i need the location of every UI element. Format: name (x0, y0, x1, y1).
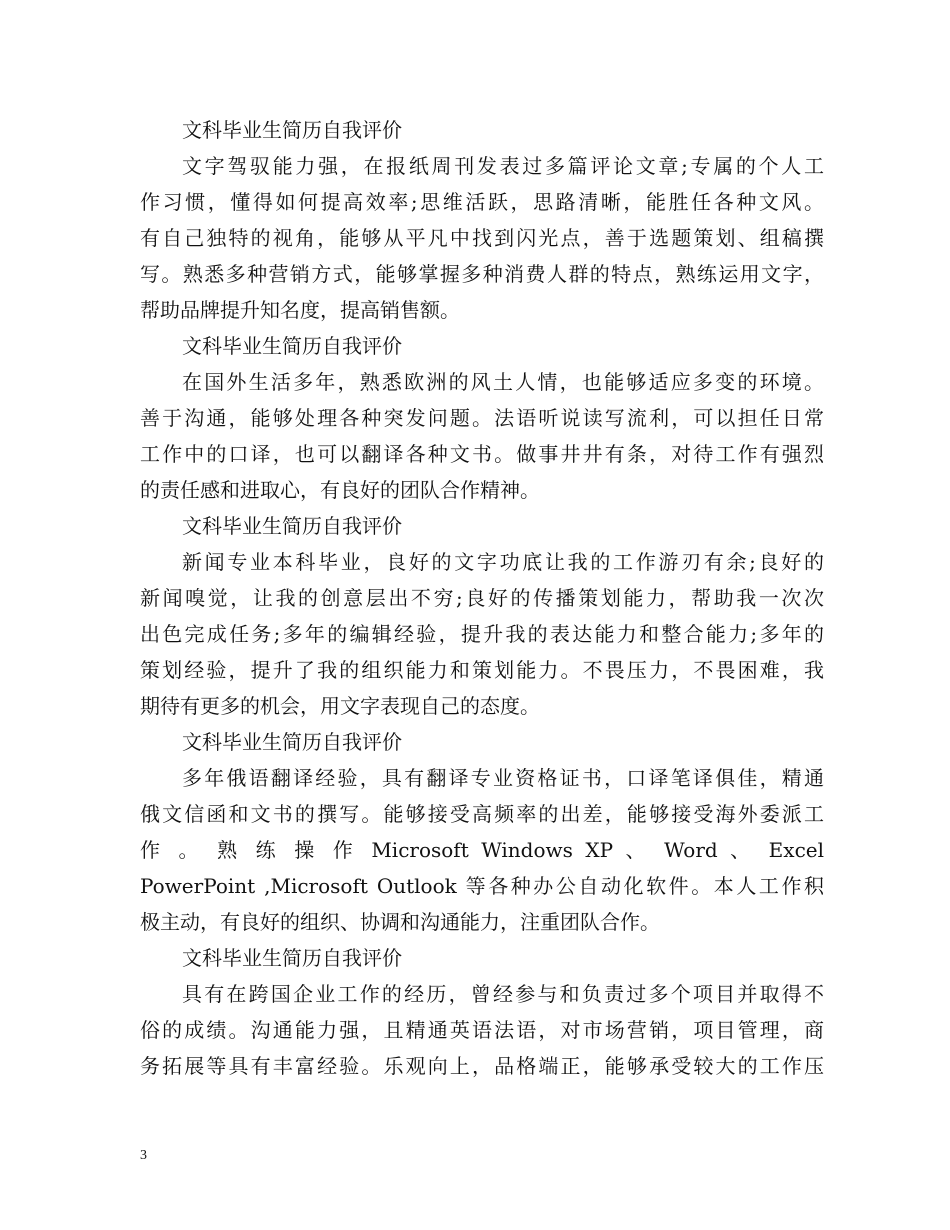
section-heading: 文科毕业生简历自我评价 (182, 514, 402, 538)
section-heading: 文科毕业生简历自我评价 (182, 118, 402, 142)
document-body (140, 112, 824, 1084)
paragraph-line: 多年俄语翻译经验，具有翻译专业资格证书，口译笔译俱佳，精通 (182, 766, 824, 790)
paragraph-line: 新闻嗅觉，让我的创意层出不穷;良好的传播策划能力，帮助我一次次 (140, 586, 824, 610)
paragraph-line: 善于沟通，能够处理各种突发问题。法语听说读写流利，可以担任日常 (140, 406, 824, 430)
paragraph-line: 作 。 熟 练 操 作 Microsoft Windows XP 、 Word 、 Excel (140, 838, 824, 862)
page-number: 3 (140, 1148, 147, 1163)
paragraph-line: 极主动，有良好的组织、协调和沟通能力，注重团队合作。 (140, 910, 660, 934)
paragraph-line: 具有在跨国企业工作的经历，曾经参与和负责过多个项目并取得不 (182, 982, 824, 1006)
paragraph-line: 在国外生活多年，熟悉欧洲的风土人情，也能够适应多变的环境。 (182, 370, 824, 394)
paragraph-line: 策划经验，提升了我的组织能力和策划能力。不畏压力，不畏困难，我 (140, 658, 824, 682)
paragraph-line: 文字驾驭能力强，在报纸周刊发表过多篇评论文章;专属的个人工 (182, 154, 824, 178)
paragraph-line: 俄文信函和文书的撰写。能够接受高频率的出差，能够接受海外委派工 (140, 802, 824, 826)
paragraph-line: 期待有更多的机会，用文字表现自己的态度。 (140, 694, 540, 718)
section-heading: 文科毕业生简历自我评价 (182, 946, 402, 970)
paragraph-line: 出色完成任务;多年的编辑经验，提升我的表达能力和整合能力;多年的 (140, 622, 824, 646)
section-heading: 文科毕业生简历自我评价 (182, 730, 402, 754)
paragraph-line: 作习惯，懂得如何提高效率;思维活跃，思路清晰，能胜任各种文风。 (140, 190, 824, 214)
section-3 (140, 508, 824, 724)
paragraph-line: 帮助品牌提升知名度，提高销售额。 (140, 298, 460, 322)
paragraph-line: 的责任感和进取心，有良好的团队合作精神。 (140, 478, 540, 502)
paragraph-line: 务拓展等具有丰富经验。乐观向上，品格端正，能够承受较大的工作压 (140, 1054, 824, 1078)
paragraph-line: 工作中的口译，也可以翻译各种文书。做事井井有条，对待工作有强烈 (140, 442, 824, 466)
paragraph-line: 有自己独特的视角，能够从平凡中找到闪光点，善于选题策划、组稿撰 (140, 226, 824, 250)
paragraph-line: PowerPoint ,Microsoft Outlook 等各种办公自动化软件。本人工作积 (140, 874, 824, 898)
section-heading: 文科毕业生简历自我评价 (182, 334, 402, 358)
paragraph-line: 写。熟悉多种营销方式，能够掌握多种消费人群的特点，熟练运用文字， (140, 262, 824, 286)
section-1 (140, 112, 824, 328)
paragraph-line: 新闻专业本科毕业，良好的文字功底让我的工作游刃有余;良好的 (182, 550, 824, 574)
section-5 (140, 940, 824, 1084)
section-4 (140, 724, 824, 940)
section-2 (140, 328, 824, 508)
paragraph-line: 俗的成绩。沟通能力强，且精通英语法语，对市场营销，项目管理，商 (140, 1018, 824, 1042)
